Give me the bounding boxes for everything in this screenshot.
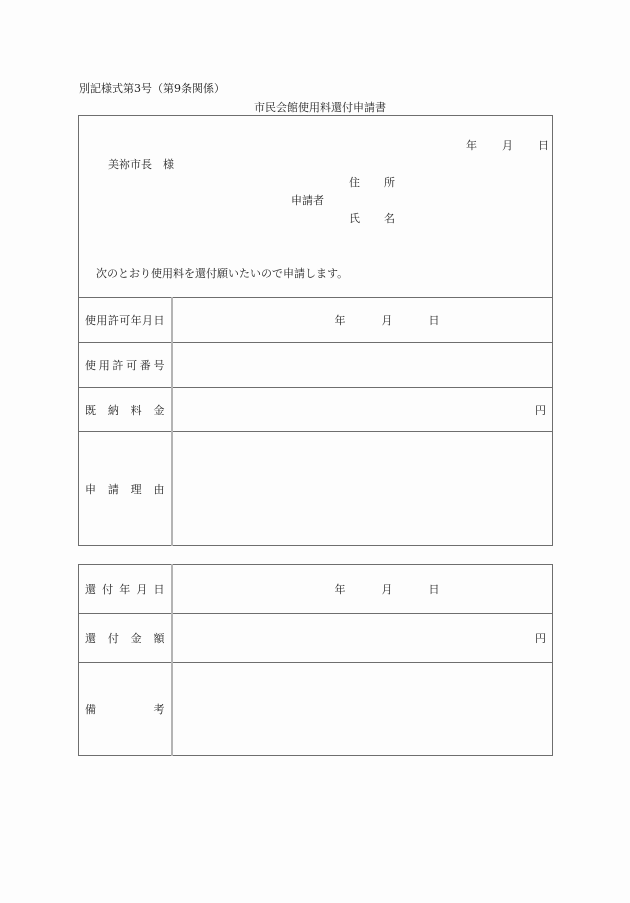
label-char: 使	[85, 314, 96, 327]
refund-amount-field[interactable]	[172, 614, 553, 663]
label-char: 申	[85, 482, 96, 496]
table-row	[79, 432, 553, 546]
name-label-2: 名	[384, 212, 395, 225]
applicant-label: 申請者	[291, 194, 324, 207]
label-char: 可	[119, 314, 131, 327]
label-char: 許	[107, 314, 119, 327]
label-char: 号	[153, 359, 165, 372]
label-char: 日	[153, 583, 165, 596]
row-label-permit-date	[79, 298, 172, 343]
day-unit: 日	[428, 314, 440, 327]
form-reference: 別記様式第3号（第9条関係）	[79, 82, 225, 95]
label-char: 備	[85, 703, 96, 716]
label-char: 還	[85, 583, 96, 596]
address-label-1: 住	[349, 176, 360, 189]
row-label-paid-fee	[79, 388, 172, 432]
label-char: 日	[153, 314, 165, 327]
addressee: 美祢市長 様	[108, 158, 174, 171]
label-char: 番	[139, 359, 151, 372]
table-row	[79, 565, 553, 614]
application-table	[78, 297, 553, 546]
name-label-1: 氏	[349, 212, 360, 225]
label-char: 既	[85, 403, 96, 417]
label-char: 年	[130, 314, 142, 327]
permit-date-field[interactable]	[172, 298, 553, 343]
date-year-label: 年	[466, 139, 477, 152]
label-char: 使	[85, 359, 96, 372]
label-char: 付	[102, 583, 114, 596]
label-char: 金	[153, 403, 165, 417]
day-unit: 日	[428, 583, 440, 596]
label-char: 納	[107, 403, 119, 417]
label-char: 理	[130, 482, 142, 496]
date-day-label: 日	[538, 139, 549, 152]
refund-table	[78, 564, 553, 756]
row-label-refund-date	[79, 565, 172, 614]
yen-unit: 円	[535, 632, 546, 645]
row-label-permit-number	[79, 343, 172, 388]
address-label-2: 所	[384, 176, 395, 189]
label-char: 考	[153, 703, 165, 716]
label-char: 付	[107, 632, 119, 645]
form-title: 市民会館使用料還付申請書	[254, 101, 386, 114]
yen-unit: 円	[535, 403, 546, 417]
table-row	[79, 298, 553, 343]
table-row	[79, 663, 553, 756]
year-unit: 年	[334, 583, 346, 596]
table-row	[79, 614, 553, 663]
row-label-remarks	[79, 663, 172, 756]
table-row	[79, 343, 553, 388]
request-statement: 次のとおり使用料を還付願いたいので申請します。	[96, 267, 349, 280]
label-char: 年	[119, 583, 131, 596]
month-unit: 月	[381, 314, 393, 327]
row-label-refund-amount	[79, 614, 172, 663]
paid-fee-field[interactable]	[172, 388, 553, 432]
row-label-reason	[79, 432, 172, 546]
label-char: 許	[112, 359, 124, 372]
label-char: 月	[142, 314, 154, 327]
label-char: 用	[96, 314, 108, 327]
applicant-header-box	[78, 115, 553, 298]
remarks-field[interactable]	[172, 663, 553, 756]
label-char: 金	[130, 632, 142, 645]
table-row	[79, 388, 553, 432]
refund-date-field[interactable]	[172, 565, 553, 614]
label-char: 可	[126, 359, 138, 372]
reason-field[interactable]	[172, 432, 553, 546]
label-char: 由	[153, 482, 165, 496]
label-char: 用	[98, 359, 110, 372]
label-char: 請	[107, 482, 119, 496]
permit-number-field[interactable]	[172, 343, 553, 388]
label-char: 額	[153, 632, 165, 645]
month-unit: 月	[381, 583, 393, 596]
date-month-label: 月	[502, 139, 513, 152]
label-char: 月	[136, 583, 148, 596]
label-char: 還	[85, 632, 96, 645]
label-char: 料	[130, 403, 142, 417]
year-unit: 年	[334, 314, 346, 327]
